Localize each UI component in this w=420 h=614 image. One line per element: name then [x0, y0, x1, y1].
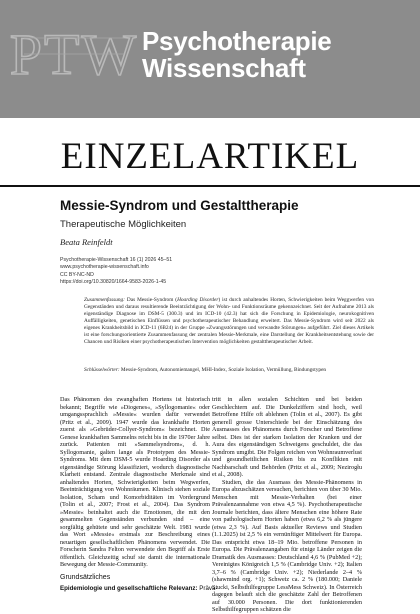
abstract-text-em: Hoarding Disorder: [177, 297, 219, 303]
ptw-logo: [9, 8, 139, 94]
ptw-logo-text: PTW: [9, 22, 139, 87]
body-paragraph: Das Phänomen des zwanghaften Hortens ist historisch bekannt; Begriffe wie »Diogenes«, »Syllogomanie« oder umgangssprachlich »Messie« wurden dafür verwendet (Pritz et al., 2009). 1947 wurde das krankhafte Horten zuerst als »Gebrüder-Collyer-Syndrom« bezeichnet. Die Genese krankhaften Sammelns reicht bis in die 1970er Jahre zurück. Patienten mit »Sammelsyndrom«, d. h. Syllogomanie, galten lange als Prototypen des Messie-Syndroms. Mit dem DSM-5 wurde Hoarding Disorder als eigenständige Störung klassifiziert, wodurch diagnostische Klarheit entstand. Zentrale diagnostische Merkmale sind anhaltendes Horten, Schwierigkeiten beim Wegwerfen, Beeinträchtigung von Wohnräumen. Klinisch stehen soziale Isolation, Scham und Komorbiditäten im Vordergrund (Tolin et al., 2007; Frost et al., 2004). Das Syndrom »Messie« beinhaltet auch die Emotionen, die mit den gesammelten Gegenständen verbunden sind – eine sorgfältig gehütete und sehr geschätzte Welt. 1981 wurde das Wort »Messie« erstmals zur Beschreibung eines neuartigen gesellschaftlichen Phänomens verwendet. Die Forscherin Sandra Felton verwendete den Begriff als Erste öffentlich. Gleichzeitig schuf sie damit die internationale Bewegung der Messie-Community.: [60, 396, 210, 568]
article-author: Beata Reinfeldt: [60, 237, 113, 247]
journal-title-line2: Wissenschaft: [142, 52, 306, 83]
keywords-label: Schlüsselwörter:: [84, 367, 120, 373]
article-subtitle: Therapeutische Möglichkeiten: [60, 219, 187, 230]
section-heading: Grundsätzliches: [60, 574, 111, 581]
journal-title: [142, 28, 331, 81]
meta-citation: Psychotherapie-Wissenschaft 16 (1) 2026 45–51: [60, 257, 173, 263]
journal-title-line1: Psychotherapie: [142, 26, 332, 56]
abstract-label: Zusammenfassung:: [84, 297, 125, 303]
keywords: [84, 367, 374, 374]
article-title: Messie-Syndrom und Gestalttherapie: [60, 198, 299, 213]
abstract-text-b: ) ist durch anhaltendes Horten, Schwierigkeiten beim Weggwerfen von Gegenständen und daraus resultierende Beeinträchtigung der Wohn- und Funktionsräume gekennzeichnet. Seit der Aufnahme 2013 als eigenständige Diagnose im DSM-5 (300.3) und im ICD-10 (42.3) hat sich die Forschung in Epidemiologie, neurokognitiven Auffälligkeiten, genetischen Einflüssen und psychotherapeutischer Behandlung erweitert. Das Messie-Syndrom wird seit 2022 als eigenes Krankheitsbild in ICD-11 (6B24) in der Gruppe »Zwangsstörungen und verwandte Störungen« aufgeführt. Ziel dieses Artikels ist eine forschungsorientierte Zusammenfassung der zentralen Messie-Merkmale, eine Darstellung der Krankheitsentstehung sowie der Chancen und Risiken einer psychotherapeutischen Intervention möglichkeiten gestalttherapeutischer Arbeit.: [84, 297, 374, 345]
meta-website[interactable]: www.psychotherapie-wissenschaft.info: [60, 264, 149, 271]
journal-header: [0, 0, 420, 118]
meta-license: CC BY-NC-ND: [60, 271, 94, 278]
body-column-left: [60, 396, 210, 569]
banner-rule: [0, 185, 420, 187]
keywords-text: Messie-Syndrom, Autonomiemangel, MHI-Index, Soziale Isolation, Vermüllung, Bindungstypen: [119, 367, 327, 373]
body-paragraph: Studien, die das Ausmass des Messie-Phänomens in Europa abzuschätzen versuchen, berichten von über 30 Mio. Menschen mit Messie-Verhalten (bei einer Prävalenzannahme von etwa 4,5 %). Psychotherapeutische Journale berichten, dass ältere Menschen eine höhere Rate von pathologischem Horten haben (etwa 6,2 % als jüngere (etwa 2,3 %). Auf Basis aktueller Reviews und Studien (1.1.2025) ist 2,5 % ein vernünftiger Mittelwert für Europa. Das entspricht etwa 18–19 Mio. betroffene Personen in Europa. Die Prävalenzangaben für einige Länder zeigen die Dramatik des Ausmasses: Deutschland 4,6 % (PubMed +2); Vereinigtes Königreich 1,5 % (Cambridge Univ. +2); Italien 3,7–6 % (Cambridge Univ. +2); Niederlande 2–4 % (shawmind org. +1); Schweiz ca. 2 % (180.000; Daniele Stucki, Selbsthilfegruppe LessMess Schweiz). In Österreich dagegen belauft sich die geschätzte Zahl der Betroffenen auf 30.000 Personen. Die dort funktionierenden Selbsthilfegruppen schätzen die: [212, 478, 362, 613]
body-paragraph: tritt in allen sozialen Schichten und bei beiden Geschlechtern auf. Die Dunkelziffern sind hoch, weil Betroffene Hilfe oft ablehnen (Tolin et al., 2007). Es gibt generell grosse Unterschiede bei der Einschätzung des Ausmasses des Phänomens durch Forscher und Betroffene selbst. Dies ist der starken Isolation der Kranken und der Aura des eigenständigen Schweigens geschuldet, die das Syndrom umgibt. Die Folgen reichen von Wohnraumverlust und gesundheitlichen Risiken bis zu Konflikten mit Nachbarschaft und Behörden (Pritz et al., 2009; Nezirogłu et al., 2008).: [212, 396, 362, 478]
meta-doi[interactable]: https://doi.org/10.30820/1664-9583-2026-1-45: [60, 279, 167, 286]
body-column-right: [212, 396, 362, 614]
abstract-text-a: Das Messie-Syndrom (: [124, 297, 178, 303]
subsection-text: Präva-: [197, 585, 218, 592]
article-type-banner: EINZELARTIKEL: [60, 136, 360, 177]
subsection-label: Epidemiologie und gesellschaftliche Relevanz:: [60, 585, 198, 592]
abstract: [84, 297, 374, 346]
subsection-heading: [60, 585, 218, 592]
article-meta: [60, 257, 172, 287]
